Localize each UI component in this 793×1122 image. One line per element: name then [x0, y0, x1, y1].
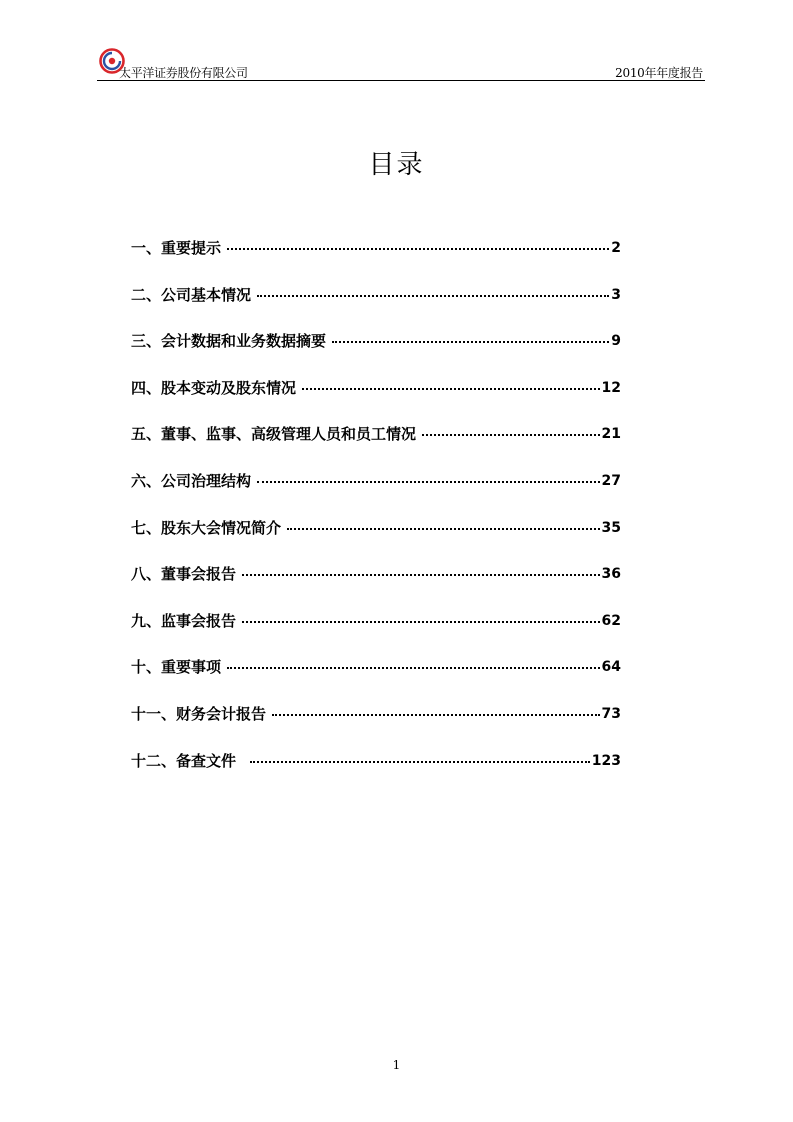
toc-entry-label: 十二、备查文件: [131, 751, 237, 770]
toc-entry-page: 12: [601, 379, 621, 396]
toc-entry-label: 十、重要事项: [131, 658, 222, 677]
toc-leader-dots: [287, 516, 600, 540]
toc-entry[interactable]: [131, 702, 621, 749]
toc-leader-dots: [257, 283, 609, 307]
toc-entry[interactable]: [131, 469, 621, 516]
page-header: [97, 44, 705, 81]
toc-entry-label: 二、公司基本情况: [131, 285, 252, 304]
toc-entry-label: 九、监事会报告: [131, 611, 237, 630]
toc-entry[interactable]: [131, 609, 621, 656]
toc-entry[interactable]: [131, 562, 621, 609]
toc-entry-label: 三、会计数据和业务数据摘要: [131, 332, 327, 351]
toc-leader-dots: [332, 329, 609, 353]
toc-leader-dots: [257, 469, 600, 493]
toc-leader-dots: [227, 236, 609, 260]
table-of-contents: [131, 236, 621, 795]
toc-entry-page: 64: [601, 659, 621, 676]
toc-entry-page: 27: [601, 472, 621, 489]
toc-leader-dots: [227, 655, 600, 679]
toc-entry[interactable]: [131, 283, 621, 330]
toc-entry-label: 十一、财务会计报告: [131, 704, 267, 723]
toc-leader-dots: [272, 702, 600, 726]
toc-leader-dots: [242, 562, 600, 586]
toc-entry-page: 9: [611, 333, 621, 350]
toc-entry-page: 3: [611, 286, 621, 303]
toc-leader-dots: [242, 609, 600, 633]
toc-entry[interactable]: [131, 236, 621, 283]
toc-entry-page: 123: [591, 752, 621, 769]
toc-leader-dots: [422, 422, 600, 446]
toc-entry-label: 七、股东大会情况简介: [131, 518, 282, 537]
toc-entry-label: 五、董事、监事、高级管理人员和员工情况: [131, 425, 417, 444]
page-number: 1: [392, 1058, 401, 1072]
company-name: 太平洋证券股份有限公司: [119, 66, 248, 80]
toc-entry-label: 一、重要提示: [131, 239, 222, 257]
toc-entry[interactable]: [131, 516, 621, 563]
toc-leader-dots: [302, 376, 600, 400]
toc-entry-page: 62: [601, 612, 621, 629]
toc-entry[interactable]: [131, 422, 621, 469]
toc-entry[interactable]: [131, 655, 621, 702]
toc-entry-page: 73: [601, 705, 621, 722]
toc-title: 目录: [368, 150, 425, 180]
toc-entry-page: 36: [601, 566, 621, 583]
toc-entry[interactable]: [131, 329, 621, 376]
toc-entry-page: 2: [611, 240, 621, 256]
toc-entry-label: 四、股本变动及股东情况: [131, 378, 297, 397]
toc-entry-label: 八、董事会报告: [131, 565, 237, 584]
toc-entry[interactable]: [131, 376, 621, 423]
toc-entry[interactable]: [131, 749, 621, 796]
toc-leader-dots: [250, 749, 590, 773]
toc-entry-page: 35: [601, 519, 621, 536]
toc-entry-label: 六、公司治理结构: [131, 471, 252, 490]
toc-entry-page: 21: [601, 426, 621, 443]
report-title: 2010年年度报告: [615, 66, 703, 80]
